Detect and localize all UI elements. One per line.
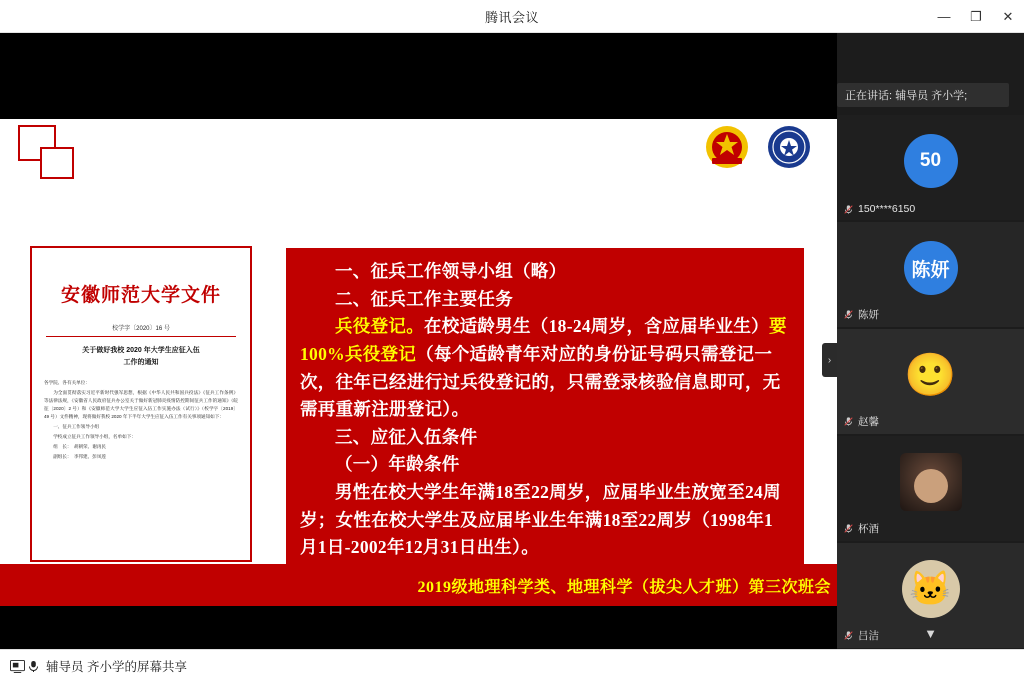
- microphone-muted-icon: [843, 630, 854, 641]
- decorative-square-inner: [40, 147, 74, 179]
- red-panel-line-5: （一）年龄条件: [335, 454, 460, 475]
- document-divider: [46, 336, 236, 337]
- document-body-line: 组 长： 胡朝荣、谢再民: [53, 444, 107, 449]
- title-bar: [0, 0, 1024, 33]
- document-body-line: 为全面贯彻落实习近平新时代强军思想，根据《中华人民共和国兵役法》《征兵工作条例》等法律法规，《安徽省人民政府征兵办公室关于做好新冠肺炎疫情防控期间征兵工作的通知》（皖征〔2020〕2 号）和《安徽师范大学大学生应征入伍工作实施办法（试行）》（校学字〔2019〕49 号）文件精神，现将做好我校 2020 年下半年大学生应征入伍工作有关事项通知如下：: [44, 389, 238, 419]
- window-controls: [928, 0, 1024, 33]
- participant-name-row: [843, 203, 915, 215]
- document-title: 安徽师范大学文件: [60, 285, 221, 306]
- participant-tile[interactable]: [837, 115, 1024, 220]
- red-panel-line-1: 一、征兵工作领导小组（略）: [335, 261, 567, 281]
- avatar: 陈妍: [904, 241, 958, 295]
- red-panel-line-3: 兵役登记。在校适龄男生（18-24周岁，含应届毕业生）要100%兵役登记（每个适龄青年对应的身份证号码只需登记一次，往年已经进行过兵役登记的，只需登录核验信息即可，无需再重新注册登记）。: [300, 316, 787, 420]
- participant-name: 吕洁: [858, 630, 879, 642]
- minimize-button[interactable]: —: [937, 9, 951, 24]
- document-body-line: 一、征兵工作领导小组: [53, 423, 100, 429]
- microphone-muted-icon: [843, 309, 854, 320]
- avatar: [900, 453, 962, 511]
- microphone-icon: [28, 660, 39, 673]
- maximize-button[interactable]: ❐: [970, 8, 982, 24]
- active-speaker-label: 正在讲话: 辅导员 齐小学;: [837, 83, 1009, 107]
- participant-name-row: [843, 414, 879, 429]
- document-body-line: 副组长： 李邦建、彭凤莲: [53, 454, 107, 460]
- red-panel-line-2: 二、征兵工作主要任务: [335, 288, 513, 309]
- avatar: 🐱: [902, 560, 960, 618]
- participant-tile[interactable]: [837, 436, 1024, 541]
- participant-name: 150****6150: [858, 203, 916, 215]
- document-subtitle-line1: 关于做好我校 2020 年大学生应征入伍: [82, 347, 200, 354]
- youth-league-emblem-icon: [703, 123, 751, 171]
- microphone-muted-icon: [843, 523, 854, 534]
- university-emblem-icon: [765, 123, 813, 171]
- participant-name-row: [843, 521, 879, 536]
- window-title: 腾讯会议: [484, 9, 539, 25]
- document-subtitle-line2: 工作的通知: [123, 358, 159, 366]
- slide-banner-text: 2019级地理科学类、地理科学（拔尖人才班）第三次班会: [417, 578, 831, 596]
- participant-tile[interactable]: [837, 329, 1024, 434]
- document-code: 校学字〔2020〕16 号: [112, 326, 170, 332]
- avatar: 🙂: [904, 351, 957, 399]
- microphone-muted-icon: [843, 204, 854, 215]
- slide-banner: [0, 564, 837, 606]
- participant-tiles: [837, 115, 1024, 650]
- scroll-down-icon[interactable]: ▼: [924, 626, 937, 641]
- participant-name: 陈妍: [858, 309, 879, 321]
- participant-name: 赵馨: [858, 416, 879, 428]
- document-body-line: 各学院、各有关单位：: [44, 379, 90, 385]
- participant-panel: [837, 33, 1024, 649]
- red-panel-line-6: 男性在校大学生年满18至22周岁，应届毕业生放宽至24周岁；女性在校大学生及应届毕业生年满18至22周岁（1998年1月1日-2002年12月31日出生）。: [300, 482, 781, 558]
- participant-tile[interactable]: [837, 222, 1024, 327]
- avatar: 50: [904, 134, 958, 188]
- share-status-text: 辅导员 齐小学的屏幕共享: [46, 660, 187, 674]
- participant-name: 杯酒: [858, 523, 879, 535]
- red-content-panel: [284, 246, 806, 606]
- document-body-line: 学校成立征兵工作领导小组，名单如下：: [53, 433, 136, 439]
- shared-screen-stage[interactable]: [0, 33, 837, 649]
- decorative-squares: [18, 125, 76, 181]
- red-panel-line-4: 三、应征入伍条件: [335, 426, 478, 447]
- emblem-group: [703, 123, 813, 171]
- panel-collapse-handle[interactable]: ›: [822, 343, 837, 377]
- microphone-muted-icon: [843, 416, 854, 427]
- participant-name-row: [843, 307, 879, 322]
- participant-name-row: [843, 628, 879, 643]
- close-button[interactable]: ✕: [1002, 8, 1014, 24]
- document-scan: [30, 246, 252, 562]
- document-body: [44, 379, 238, 461]
- status-bar: [0, 649, 1024, 682]
- presentation-slide: [0, 119, 837, 606]
- screen-share-icon: [10, 660, 25, 673]
